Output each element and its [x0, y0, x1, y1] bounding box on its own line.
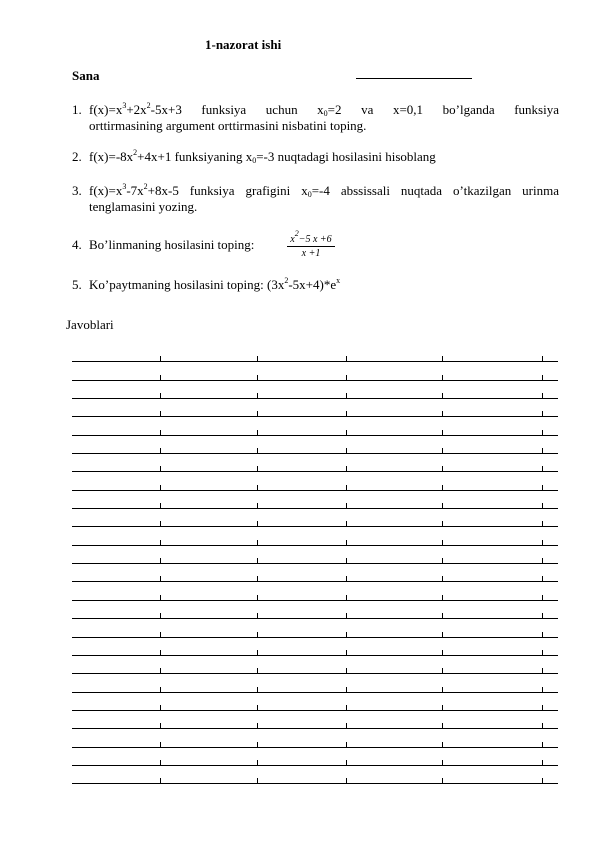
line-separator — [160, 778, 161, 783]
line-separator — [160, 760, 161, 765]
answer-line[interactable] — [72, 729, 558, 747]
answer-line[interactable] — [72, 417, 558, 435]
line-separator — [346, 448, 347, 453]
answer-line[interactable] — [72, 656, 558, 674]
line-separator — [542, 430, 543, 435]
line-separator — [542, 466, 543, 471]
line-separator — [542, 485, 543, 490]
line-separator — [442, 742, 443, 747]
line-separator — [542, 668, 543, 673]
line-separator — [442, 503, 443, 508]
line-separator — [542, 650, 543, 655]
line-separator — [542, 632, 543, 637]
answer-line[interactable] — [72, 564, 558, 582]
line-separator — [160, 521, 161, 526]
answer-line[interactable] — [72, 619, 558, 637]
answer-line[interactable] — [72, 454, 558, 472]
date-label: Sana — [72, 68, 100, 83]
task-number: 2. — [72, 149, 82, 164]
line-separator — [160, 705, 161, 710]
line-separator — [160, 466, 161, 471]
line-separator — [346, 466, 347, 471]
line-separator — [160, 687, 161, 692]
line-separator — [346, 778, 347, 783]
line-separator — [160, 632, 161, 637]
task-text: Bo’linmaning hosilasini toping: — [89, 237, 255, 252]
line-separator — [346, 521, 347, 526]
line-separator — [257, 650, 258, 655]
task-number: 5. — [72, 277, 82, 292]
line-separator — [442, 760, 443, 765]
answer-line[interactable] — [72, 766, 558, 784]
fraction-denominator: x +1 — [301, 248, 321, 259]
line-separator — [442, 668, 443, 673]
line-separator — [346, 668, 347, 673]
line-separator — [442, 558, 443, 563]
task-text: $f(x)=x^3+2x^2-5x+3$ funksiya uchun $x_0=2$ va x=0,1 bo’lganda funksiya — [89, 101, 559, 118]
line-separator — [257, 742, 258, 747]
line-separator — [346, 540, 347, 545]
answer-line[interactable] — [72, 344, 558, 362]
line-separator — [442, 723, 443, 728]
line-separator — [160, 356, 161, 361]
line-separator — [346, 393, 347, 398]
line-separator — [160, 723, 161, 728]
line-separator — [346, 430, 347, 435]
line-separator — [160, 558, 161, 563]
line-separator — [346, 411, 347, 416]
line-separator — [346, 705, 347, 710]
line-separator — [542, 576, 543, 581]
page-title: 1-nazorat ishi — [205, 37, 282, 52]
line-separator — [160, 375, 161, 380]
task-number: 4. — [72, 237, 82, 252]
task-text-cont: tenglamasini yozing. — [89, 199, 198, 214]
line-separator — [257, 375, 258, 380]
answer-line[interactable] — [72, 491, 558, 509]
line-separator — [346, 595, 347, 600]
line-separator — [442, 466, 443, 471]
line-separator — [160, 595, 161, 600]
answer-line[interactable] — [72, 381, 558, 399]
line-separator — [160, 411, 161, 416]
line-separator — [542, 778, 543, 783]
line-separator — [542, 705, 543, 710]
line-separator — [257, 521, 258, 526]
line-separator — [346, 485, 347, 490]
answer-line[interactable] — [72, 693, 558, 711]
line-separator — [442, 375, 443, 380]
line-separator — [442, 540, 443, 545]
answer-line[interactable] — [72, 711, 558, 729]
line-separator — [257, 411, 258, 416]
line-separator — [160, 742, 161, 747]
line-separator — [346, 760, 347, 765]
line-separator — [160, 430, 161, 435]
line-separator — [542, 411, 543, 416]
line-separator — [257, 632, 258, 637]
line-separator — [542, 356, 543, 361]
line-separator — [542, 558, 543, 563]
line-separator — [542, 613, 543, 618]
line-separator — [542, 540, 543, 545]
line-separator — [442, 576, 443, 581]
line-separator — [257, 576, 258, 581]
line-separator — [257, 558, 258, 563]
line-separator — [346, 742, 347, 747]
line-separator — [442, 356, 443, 361]
line-separator — [542, 742, 543, 747]
line-separator — [257, 760, 258, 765]
answer-line[interactable] — [72, 509, 558, 527]
line-separator — [160, 576, 161, 581]
line-separator — [542, 760, 543, 765]
line-separator — [346, 632, 347, 637]
line-separator — [257, 485, 258, 490]
answer-lines[interactable] — [72, 344, 558, 784]
line-separator — [257, 430, 258, 435]
line-separator — [160, 650, 161, 655]
line-separator — [542, 393, 543, 398]
answer-line[interactable] — [72, 436, 558, 454]
line-separator — [346, 613, 347, 618]
date-fill-line[interactable] — [356, 78, 472, 79]
line-separator — [257, 540, 258, 545]
line-separator — [346, 375, 347, 380]
line-separator — [257, 668, 258, 673]
line-separator — [346, 576, 347, 581]
answer-line[interactable] — [72, 362, 558, 380]
fraction-expression — [287, 229, 335, 260]
task-number: 1. — [72, 102, 82, 117]
line-separator — [442, 448, 443, 453]
line-separator — [442, 613, 443, 618]
line-separator — [346, 503, 347, 508]
line-separator — [257, 687, 258, 692]
line-separator — [257, 448, 258, 453]
line-separator — [160, 668, 161, 673]
line-separator — [542, 503, 543, 508]
line-separator — [346, 356, 347, 361]
answers-label: Javoblari — [66, 317, 114, 332]
line-separator — [542, 375, 543, 380]
line-separator — [442, 632, 443, 637]
answer-line[interactable] — [72, 546, 558, 564]
line-separator — [257, 393, 258, 398]
line-separator — [442, 650, 443, 655]
task-text-cont: orttirmasining argument orttirmasini nisbatini toping. — [89, 118, 367, 133]
line-separator — [542, 448, 543, 453]
line-separator — [346, 723, 347, 728]
line-separator — [160, 448, 161, 453]
answer-line[interactable] — [72, 601, 558, 619]
line-separator — [257, 705, 258, 710]
answer-line[interactable] — [72, 527, 558, 545]
line-separator — [346, 687, 347, 692]
line-separator — [442, 595, 443, 600]
line-separator — [442, 521, 443, 526]
line-separator — [160, 540, 161, 545]
line-separator — [257, 466, 258, 471]
line-separator — [442, 393, 443, 398]
answer-line[interactable] — [72, 748, 558, 766]
line-separator — [442, 705, 443, 710]
line-separator — [346, 558, 347, 563]
task-number: 3. — [72, 183, 82, 198]
line-separator — [257, 356, 258, 361]
line-separator — [442, 778, 443, 783]
answer-line[interactable] — [72, 472, 558, 490]
line-separator — [160, 393, 161, 398]
line-separator — [442, 687, 443, 692]
line-separator — [160, 613, 161, 618]
line-separator — [257, 595, 258, 600]
line-separator — [542, 687, 543, 692]
line-separator — [442, 485, 443, 490]
fraction-numerator: $x^2-5$ x +6 — [287, 233, 335, 247]
line-separator — [257, 503, 258, 508]
answer-line[interactable] — [72, 638, 558, 656]
line-separator — [442, 430, 443, 435]
answer-line[interactable] — [72, 582, 558, 600]
line-separator — [542, 521, 543, 526]
line-separator — [257, 723, 258, 728]
task-text: $f(x)=x^3-7x^2+8x-5$ funksiya grafigini $x_0=-4$ abssissali nuqtada o’tkazilgan urinma — [89, 182, 559, 199]
task-text: Ko’paytmaning hosilasini toping: $(3x^2-5x+4)*e^x$ — [89, 276, 341, 292]
line-separator — [257, 778, 258, 783]
line-separator — [160, 485, 161, 490]
answer-line[interactable] — [72, 399, 558, 417]
line-separator — [542, 723, 543, 728]
line-separator — [442, 411, 443, 416]
line-separator — [160, 503, 161, 508]
line-separator — [257, 613, 258, 618]
line-separator — [346, 650, 347, 655]
task-text: $f(x)=-8x^2+4x+1$ funksiyaning $x_0=-3$ nuqtadagi hosilasini hisoblang — [89, 148, 436, 165]
answer-line[interactable] — [72, 674, 558, 692]
line-separator — [542, 595, 543, 600]
